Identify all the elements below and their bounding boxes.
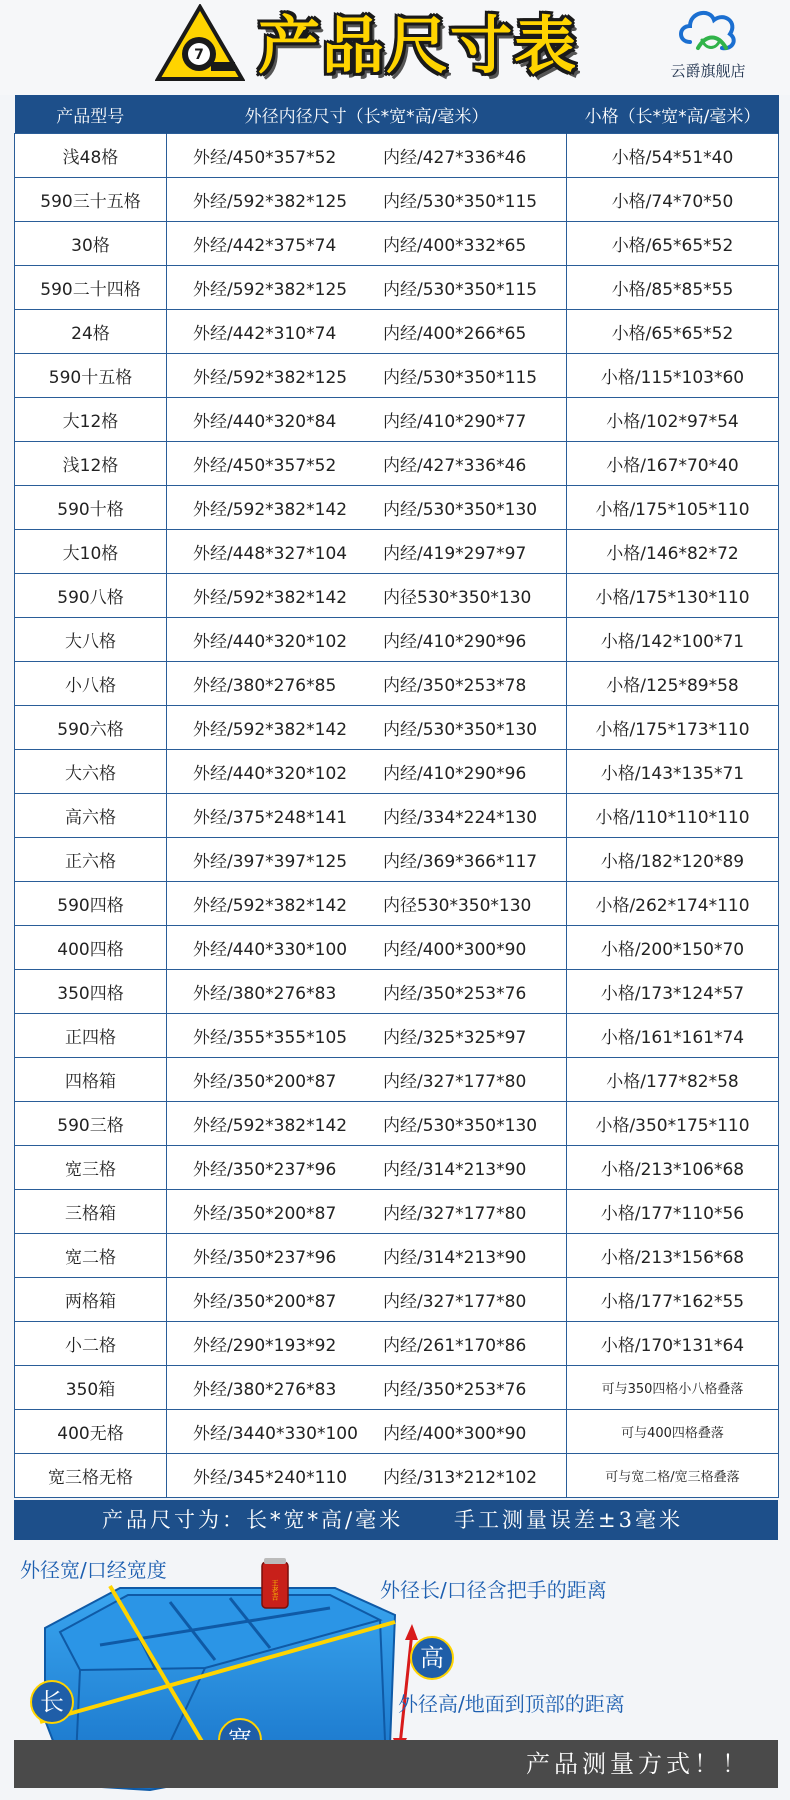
model-cell: 400无格: [15, 1410, 167, 1454]
inner-dimension: 内经/314*213*90: [383, 1160, 527, 1180]
inner-dimension: 内经/314*213*90: [383, 1248, 527, 1268]
model-cell: 浅48格: [15, 134, 167, 178]
table-row: [15, 1278, 779, 1322]
table-row: [15, 838, 779, 882]
dimension-cell: [167, 706, 567, 750]
model-cell: 小八格: [15, 662, 167, 706]
cell-size-cell: 小格/143*135*71: [567, 750, 779, 794]
table-row: [15, 794, 779, 838]
outer-dimension: 外经/350*237*96: [193, 1248, 337, 1268]
outer-dimension: 外经/3440*330*100: [193, 1424, 358, 1444]
table-row: [15, 706, 779, 750]
table-row: [15, 970, 779, 1014]
dimension-cell: [167, 1146, 567, 1190]
dimension-cell: [167, 1102, 567, 1146]
dimension-cell: [167, 486, 567, 530]
cell-size-cell: 小格/54*51*40: [567, 134, 779, 178]
table-row: [15, 1234, 779, 1278]
inner-dimension: 内经/530*350*115: [383, 280, 538, 300]
cell-size-cell: 小格/173*124*57: [567, 970, 779, 1014]
model-cell: 正四格: [15, 1014, 167, 1058]
cell-size-cell: 小格/167*70*40: [567, 442, 779, 486]
inner-dimension: 内经/410*290*77: [383, 412, 527, 432]
table-row: [15, 134, 779, 178]
dimension-cell: [167, 1410, 567, 1454]
dimension-cell: [167, 574, 567, 618]
outer-dimension: 外经/592*382*142: [193, 720, 348, 740]
inner-dimension: 内经/325*325*97: [383, 1028, 527, 1048]
length-circle-marker: 长: [30, 1680, 74, 1724]
outer-dimension: 外经/350*200*87: [193, 1072, 337, 1092]
inner-dimension: 内经/400*266*65: [383, 324, 527, 344]
inner-dimension: 内经/261*170*86: [383, 1336, 527, 1356]
dimension-cell: [167, 662, 567, 706]
outer-dimension: 外经/592*382*125: [193, 192, 348, 212]
dimension-cell: [167, 1322, 567, 1366]
model-cell: 浅12格: [15, 442, 167, 486]
inner-dimension: 内经/400*300*90: [383, 940, 527, 960]
outer-dimension: 外经/380*276*83: [193, 984, 337, 1004]
model-cell: 宽二格: [15, 1234, 167, 1278]
model-cell: 高六格: [15, 794, 167, 838]
dimension-cell: [167, 134, 567, 178]
outer-dimension: 外经/380*276*83: [193, 1380, 337, 1400]
inner-dimension: 内经/350*253*76: [383, 984, 527, 1004]
cell-size-cell: 小格/74*70*50: [567, 178, 779, 222]
dimension-cell: [167, 926, 567, 970]
outer-dimension: 外经/442*310*74: [193, 324, 337, 344]
model-cell: 四格箱: [15, 1058, 167, 1102]
svg-text:王老吉: 王老吉: [271, 1579, 279, 1601]
outer-dimension: 外经/440*320*102: [193, 632, 348, 652]
cell-size-cell: 小格/175*130*110: [567, 574, 779, 618]
cell-size-cell: 小格/170*131*64: [567, 1322, 779, 1366]
table-row: [15, 662, 779, 706]
width-label: 外径宽/口经宽度: [20, 1558, 167, 1582]
cell-size-cell: 小格/85*85*55: [567, 266, 779, 310]
column-header-cell-size: 小格（长*宽*高/毫米）: [567, 95, 779, 134]
outer-dimension: 外经/345*240*110: [193, 1468, 348, 1488]
inner-dimension: 内径530*350*130: [383, 896, 532, 916]
table-row: [15, 1454, 779, 1498]
model-cell: 590八格: [15, 574, 167, 618]
model-cell: 30格: [15, 222, 167, 266]
table-row: [15, 750, 779, 794]
outer-dimension: 外经/397*397*125: [193, 852, 348, 872]
dimension-cell: [167, 618, 567, 662]
table-row: [15, 574, 779, 618]
inner-dimension: 内经/530*350*130: [383, 720, 538, 740]
cell-size-cell: 小格/110*110*110: [567, 794, 779, 838]
brand-name: 云爵旗舰店: [670, 62, 746, 80]
size-table: [14, 95, 778, 1498]
model-cell: 大六格: [15, 750, 167, 794]
dimension-cell: [167, 1190, 567, 1234]
outer-dimension: 外经/350*200*87: [193, 1292, 337, 1312]
table-header-row: [15, 95, 779, 134]
table-row: [15, 926, 779, 970]
table-row: [15, 618, 779, 662]
outer-dimension: 外经/380*276*85: [193, 676, 337, 696]
inner-dimension: 内经/530*350*130: [383, 500, 538, 520]
inner-dimension: 内经/410*290*96: [383, 632, 527, 652]
cell-size-cell: 小格/142*100*71: [567, 618, 779, 662]
dimension-cell: [167, 310, 567, 354]
outer-dimension: 外经/592*382*142: [193, 896, 348, 916]
cell-size-cell: 小格/262*174*110: [567, 882, 779, 926]
inner-dimension: 内经/334*224*130: [383, 808, 538, 828]
dimension-cell: [167, 178, 567, 222]
model-cell: 两格箱: [15, 1278, 167, 1322]
cell-size-cell: 小格/177*110*56: [567, 1190, 779, 1234]
dimension-cell: [167, 1014, 567, 1058]
unit-note: 产品尺寸为：长*宽*高/毫米: [102, 1508, 404, 1532]
model-cell: 大12格: [15, 398, 167, 442]
model-cell: 大八格: [15, 618, 167, 662]
cell-size-cell: 小格/115*103*60: [567, 354, 779, 398]
table-row: [15, 530, 779, 574]
inner-dimension: 内经/419*297*97: [383, 544, 527, 564]
cell-size-cell: 小格/182*120*89: [567, 838, 779, 882]
outer-dimension: 外经/448*327*104: [193, 544, 348, 564]
inner-dimension: 内经/350*253*76: [383, 1380, 527, 1400]
cell-size-cell: 小格/102*97*54: [567, 398, 779, 442]
dimension-cell: [167, 222, 567, 266]
outer-dimension: 外经/592*382*125: [193, 280, 348, 300]
dimension-cell: [167, 266, 567, 310]
outer-dimension: 外经/440*330*100: [193, 940, 348, 960]
outer-dimension: 外经/592*382*142: [193, 588, 348, 608]
cell-size-cell: 小格/65*65*52: [567, 222, 779, 266]
dimension-cell: [167, 794, 567, 838]
dimension-cell: [167, 1366, 567, 1410]
cell-size-cell: 小格/146*82*72: [567, 530, 779, 574]
cell-size-cell: 可与400四格叠落: [567, 1410, 779, 1454]
inner-dimension: 内经/410*290*96: [383, 764, 527, 784]
cell-size-cell: 小格/175*105*110: [567, 486, 779, 530]
model-cell: 590三十五格: [15, 178, 167, 222]
model-cell: 590十格: [15, 486, 167, 530]
inner-dimension: 内径530*350*130: [383, 588, 532, 608]
table-row: [15, 178, 779, 222]
outer-dimension: 外经/355*355*105: [193, 1028, 348, 1048]
inner-dimension: 内经/350*253*78: [383, 676, 527, 696]
cell-size-cell: 小格/213*106*68: [567, 1146, 779, 1190]
height-circle-marker: 高: [410, 1636, 454, 1680]
table-row: [15, 1366, 779, 1410]
table-row: [15, 1014, 779, 1058]
model-cell: 590二十四格: [15, 266, 167, 310]
model-cell: 宽三格无格: [15, 1454, 167, 1498]
cell-size-cell: 小格/350*175*110: [567, 1102, 779, 1146]
cell-size-cell: 小格/177*82*58: [567, 1058, 779, 1102]
cell-size-cell: 小格/177*162*55: [567, 1278, 779, 1322]
inner-dimension: 内经/400*300*90: [383, 1424, 527, 1444]
cell-size-cell: 小格/213*156*68: [567, 1234, 779, 1278]
table-row: [15, 486, 779, 530]
outer-dimension: 外经/442*375*74: [193, 236, 337, 256]
outer-dimension: 外经/592*382*142: [193, 500, 348, 520]
table-row: [15, 1410, 779, 1454]
inner-dimension: 内经/327*177*80: [383, 1204, 527, 1224]
cell-size-cell: 小格/125*89*58: [567, 662, 779, 706]
model-cell: 590十五格: [15, 354, 167, 398]
dimension-cell: [167, 398, 567, 442]
measurement-method-band: [14, 1740, 778, 1788]
model-cell: 三格箱: [15, 1190, 167, 1234]
table-row: [15, 1102, 779, 1146]
cell-size-cell: 可与宽二格/宽三格叠落: [567, 1454, 779, 1498]
table-row: [15, 310, 779, 354]
page-title: 产品尺寸表: [258, 9, 579, 82]
dimension-cell: [167, 970, 567, 1014]
model-cell: 正六格: [15, 838, 167, 882]
inner-dimension: 内经/327*177*80: [383, 1292, 527, 1312]
model-cell: 350箱: [15, 1366, 167, 1410]
model-cell: 400四格: [15, 926, 167, 970]
outer-dimension: 外经/350*200*87: [193, 1204, 337, 1224]
model-cell: 小二格: [15, 1322, 167, 1366]
outer-dimension: 外经/290*193*92: [193, 1336, 337, 1356]
table-row: [15, 1322, 779, 1366]
column-header-dimensions: 外径内径尺寸（长*宽*高/毫米）: [167, 95, 567, 134]
inner-dimension: 内经/313*212*102: [383, 1468, 538, 1488]
table-row: [15, 442, 779, 486]
brand-logo: [648, 4, 768, 89]
table-body: [15, 134, 779, 1498]
cell-size-cell: 小格/161*161*74: [567, 1014, 779, 1058]
cell-size-cell: 小格/175*173*110: [567, 706, 779, 750]
table-row: [15, 398, 779, 442]
outer-dimension: 外经/592*382*125: [193, 368, 348, 388]
dimension-cell: [167, 442, 567, 486]
table-row: [15, 266, 779, 310]
model-cell: 大10格: [15, 530, 167, 574]
model-cell: 590六格: [15, 706, 167, 750]
inner-dimension: 内经/427*336*46: [383, 148, 527, 168]
dimension-cell: [167, 1278, 567, 1322]
table-row: [15, 222, 779, 266]
dimension-cell: [167, 750, 567, 794]
table-row: [15, 1146, 779, 1190]
outer-dimension: 外经/350*237*96: [193, 1160, 337, 1180]
error-note: 手工测量误差±3毫米: [454, 1508, 683, 1532]
dimension-cell: [167, 882, 567, 926]
inner-dimension: 内经/369*366*117: [383, 852, 538, 872]
table-row: [15, 1058, 779, 1102]
model-cell: 宽三格: [15, 1146, 167, 1190]
dimension-cell: [167, 1454, 567, 1498]
inner-dimension: 内经/427*336*46: [383, 456, 527, 476]
model-cell: 590四格: [15, 882, 167, 926]
outer-dimension: 外经/375*248*141: [193, 808, 348, 828]
measurement-method-text: 产品测量方式！！: [526, 1750, 750, 1778]
dimension-cell: [167, 1234, 567, 1278]
model-cell: 350四格: [15, 970, 167, 1014]
height-label: 外径高/地面到顶部的距离: [398, 1692, 625, 1716]
outer-dimension: 外经/450*357*52: [193, 148, 337, 168]
inner-dimension: 内经/400*332*65: [383, 236, 527, 256]
tape-measure-logo-icon: [155, 4, 245, 82]
outer-dimension: 外经/440*320*102: [193, 764, 348, 784]
dimension-cell: [167, 838, 567, 882]
dimension-cell: [167, 1058, 567, 1102]
table-row: [15, 354, 779, 398]
cell-size-cell: 小格/200*150*70: [567, 926, 779, 970]
table-row: [15, 1190, 779, 1234]
table-row: [15, 882, 779, 926]
cloud-brand-icon: [676, 4, 740, 58]
column-header-model: 产品型号: [15, 95, 167, 134]
outer-dimension: 外经/592*382*142: [193, 1116, 348, 1136]
outer-dimension: 外经/450*357*52: [193, 456, 337, 476]
length-label: 外径长/口径含把手的距离: [380, 1578, 607, 1602]
svg-text:7: 7: [194, 47, 204, 63]
inner-dimension: 内经/530*350*115: [383, 368, 538, 388]
dimension-cell: [167, 354, 567, 398]
page-header: [0, 0, 790, 95]
dimension-cell: [167, 530, 567, 574]
model-cell: 24格: [15, 310, 167, 354]
cell-size-cell: 小格/65*65*52: [567, 310, 779, 354]
inner-dimension: 内经/530*350*130: [383, 1116, 538, 1136]
inner-dimension: 内经/327*177*80: [383, 1072, 527, 1092]
inner-dimension: 内经/530*350*115: [383, 192, 538, 212]
measurement-note-band: [14, 1500, 778, 1540]
outer-dimension: 外经/440*320*84: [193, 412, 337, 432]
model-cell: 590三格: [15, 1102, 167, 1146]
cell-size-cell: 可与350四格小八格叠落: [567, 1366, 779, 1410]
